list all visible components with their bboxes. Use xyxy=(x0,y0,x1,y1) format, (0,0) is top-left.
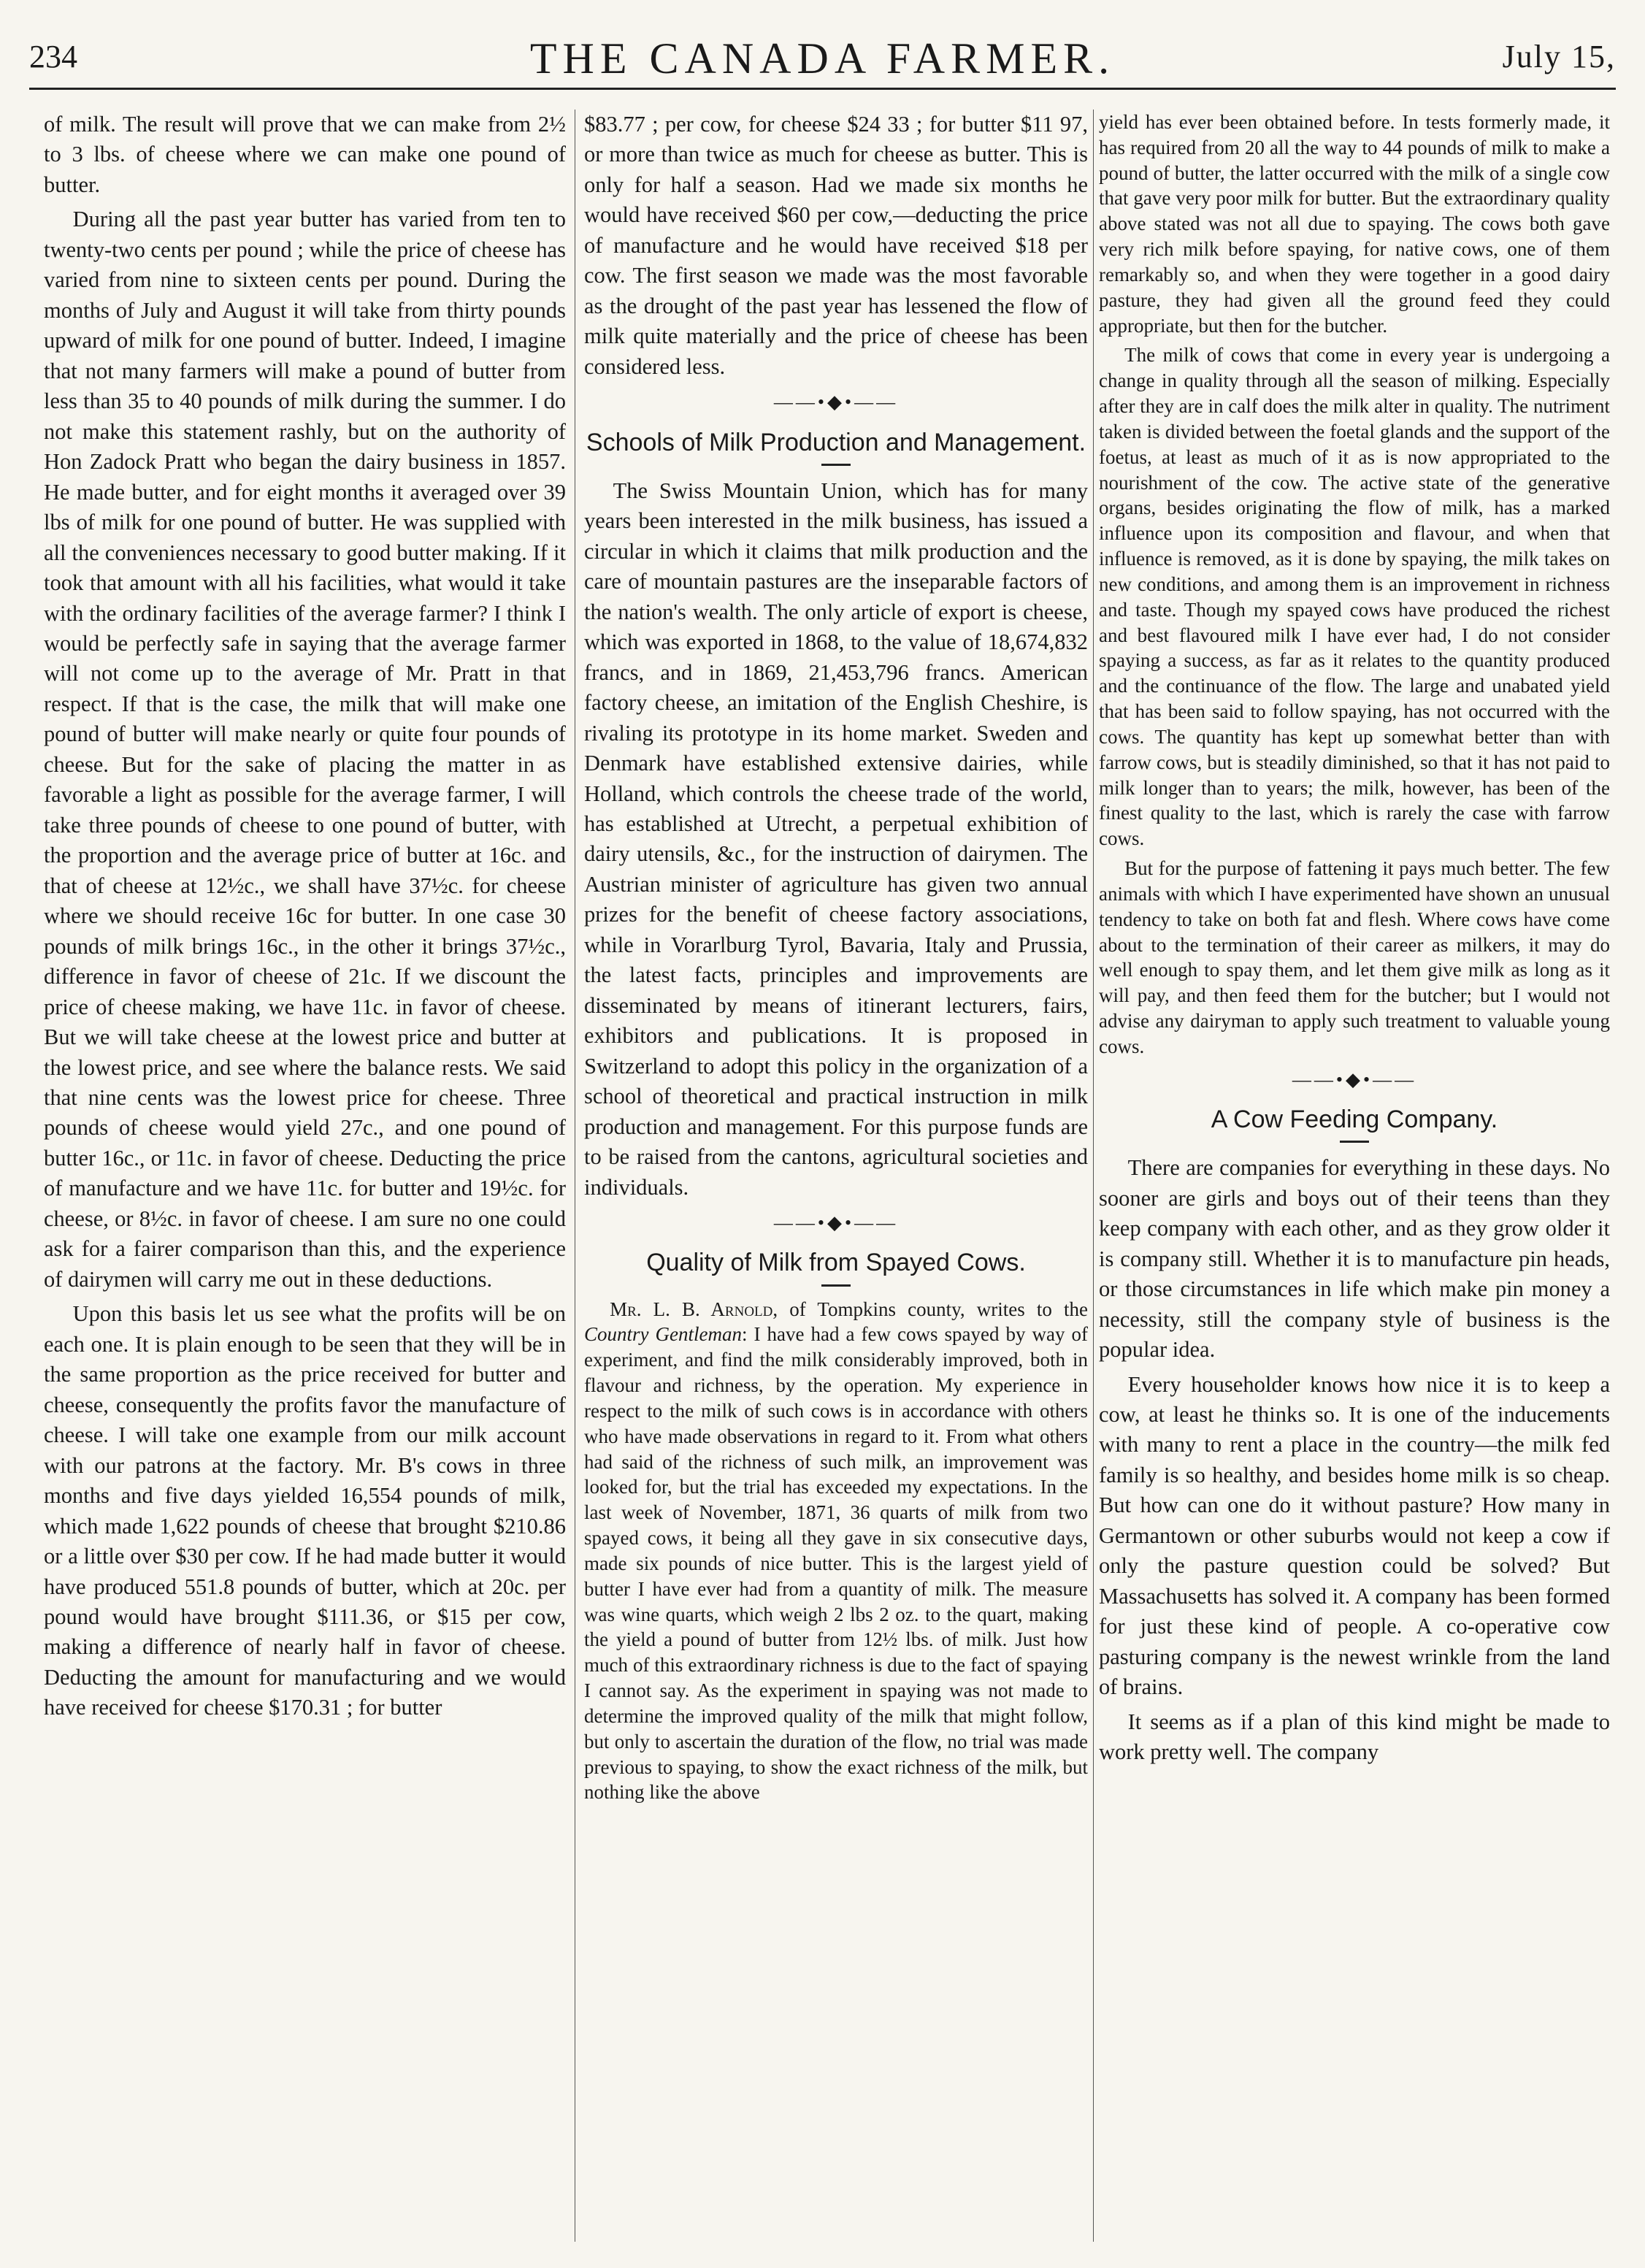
article-heading: Quality of Milk from Spayed Cows. xyxy=(646,1249,1026,1277)
article-paragraph: of milk. The result will prove that we can make from 2½ to 3 lbs. of cheese where we can make one pound of butter. xyxy=(44,112,566,197)
article-paragraph xyxy=(584,1297,1088,1806)
page-number: 234 xyxy=(29,39,77,74)
article-paragraph: The milk of cows that come in every year is undergoing a change in quality through all the season of milking. Especially after they are in calf does the milk alter in quality. The nutriment taken is divided between the foetal glands and the support of the foetus, at least as much of it as is now appropriated to the nourishment of the cow. The active state of the generative organs, besides originating the flow of milk, has a marked influence upon its composition and flavour, and when that influence is removed, as it is done by spaying, the milk takes on new conditions, and among them is an improvement in richness and taste. Though my spayed cows have produced the richest and best flavoured milk I have ever had, I do not consider spaying a success, as far as it relates to the quantity produced and the continuance of the flow. The large and unabated yield that has been said to follow spaying, has not occurred with the cows. The quantity has kept up somewhat better than with farrow cows, but is steadily diminished, so that it has not paid to milk longer than to years; the milk, however, has been of the finest quality to the last, which is rarely the case with farrow cows. xyxy=(1099,344,1610,850)
heading-rule xyxy=(1340,1141,1369,1143)
article-paragraph: Every householder knows how nice it is to keep a cow, at least he thinks so. It is one of the inducements with many to rent a place in the country—the milk fed family is so healthy, and besides home milk is so cheap. But how can one do it without pasture? How many in Germantown or other suburbs would not keep a cow if only the pasture question could be solved? But Massachusetts has solved it. A company has been formed for just these kind of people. A co-operative cow pasturing company is the newest wrinkle from the land of brains. xyxy=(1099,1371,1610,1700)
article-paragraph: During all the past year butter has varied from ten to twenty-two cents per pound ; while the price of cheese has varied from nine to sixteen cents per pound. During the months of July and August it will take from thirty pounds upward of milk for one pound of butter. Indeed, I imagine that not many farmers will make a pound of butter from less than 35 to 40 pounds of milk during the summer. I do not make this statement rashly, but on the authority of Hon Zadock Pratt who began the dairy business in 1857. He made butter, and for eight months it averaged over 39 lbs of milk for one pound of butter. He was supplied with all the conveniences necessary to good butter making. If it took that amount with all his facilities, what would it take with the ordinary facilities of the average farmer? I think I would be perfectly safe in saying that the average farmer will not come up to the average of Mr. Pratt in that respect. If that is the case, the milk that will make one pound of butter will make nearly or quite four pounds of cheese. But for the sake of placing the matter in as favorable a light as possible for the average farmer, I will take three pounds of cheese to one pound of butter, with the proportion and the average price of butter at 16c. and that of cheese at 12½c., we shall have 37½c. for cheese where we should receive 16c for butter. In one case 30 pounds of milk brings 16c., in the other it brings 37½c., difference in favor of cheese of 21c. If we discount the price of cheese making, we have 11c. in favor of cheese. But we will take cheese at the lowest price and butter at the lowest price, and see where the balance rests. We said that nine cents was the lowest price for cheese. Three pounds of cheese would yield 27c., and one pound of butter 16c., or 11c. in favor of cheese. Deducting the price of manufacture and we have 11c. for butter and 19½c. for cheese, or 8½c. in favor of cheese. I am sure no one could ask for a fairer comparison than this, and the experience of dairymen will carry me out in these deductions. xyxy=(44,207,566,1292)
text-run: of Tompkins county, writes to the xyxy=(778,1298,1088,1320)
section-ornament: ——•◆•—— xyxy=(1292,1068,1417,1090)
article-paragraph: But for the purpose of fattening it pays much better. The few animals with which I have experimented have shown an unusual tendency to take on both fat and flesh. Where cows have come about to the termination of their career as milkers, it may do well enough to spay them, and let them give milk as long as it will pay, and then feed them for the butcher; but I would not advise any dairyman to apply such treatment to valuable young cows. xyxy=(1099,857,1610,1057)
article-paragraph: $83.77 ; per cow, for cheese $24 33 ; for butter $11 97, or more than twice as much for cheese as butter. This is only for half a season. Had we made six months he would have received $60 per cow,—deducting the price of manufacture and he would have received $18 per cow. The first season we made was the most favorable as the drought of the past year has lessened the flow of milk quite materially and the price of cheese has been considered less. xyxy=(584,112,1088,379)
column-3 xyxy=(1099,110,1610,2242)
article-heading: Schools of Milk Production and Management. xyxy=(586,428,1086,456)
issue-date: July 15, xyxy=(1502,39,1616,74)
publication-title: Country Gentleman xyxy=(584,1323,742,1346)
article-paragraph: There are companies for everything in these days. No sooner are girls and boys out of their teens than they keep company with each other, and as they grow older it is company still. Whether it is to manufacture pin heads, or those circumstances in life which make pin money a necessity, still the company style of business is the popular idea. xyxy=(1099,1155,1610,1363)
article-paragraph: The Swiss Mountain Union, which has for many years been interested in the milk business, has issued a circular in which it claims that milk production and the care of mountain pastures are the inseparable factors of the nation's wealth. The only article of export is cheese, which was exported in 1868, to the value of 18,674,832 francs, and in 1869, 21,453,796 francs. American factory cheese, an imitation of the English Cheshire, is rivaling its prototype in its home market. Sweden and Denmark have established extensive dairies, while Holland, which controls the cheese trade of the world, has established at Utrecht, a perpetual exhibition of dairy utensils, &c., for the instruction of dairymen. The Austrian minister of agriculture has given two annual prizes for the benefit of cheese factory associations, while in Vorarlburg Tyrol, Bavaria, Italy and Prussia, the latest facts, principles and improvements are disseminated by means of itinerant lecturers, fairs, exhibitors and publications. It is proposed in Switzerland to adopt this policy in the organization of a school of theoretical and practical instruction in milk production and management. For this purpose funds are to be raised from the cantons, agricultural societies and individuals. xyxy=(584,478,1088,1200)
author-name: Mr. L. B. Arnold, xyxy=(610,1298,778,1320)
column-2 xyxy=(584,110,1088,2242)
section-ornament: ——•◆•—— xyxy=(773,391,899,413)
column-1 xyxy=(44,110,566,2242)
article-paragraph: Upon this basis let us see what the profits will be on each one. It is plain enough to be seen that they will be in the same proportion as the price received for butter and cheese, consequently the profits favor the manufacture of cheese. I will take one example from our milk account with our patrons at the factory. Mr. B's cows in three months and five days yielded 16,554 pounds of milk, which made 1,622 pounds of cheese that brought $210.86 or a little over $30 per cow. If he had made butter it would have produced 551.8 pounds of butter, which at 20c. per pound would have brought $111.36, or $15 per cow, making a difference of nearly half in favor of cheese. Deducting the amount for manufacturing and we would have received for cheese $170.31 ; for butter xyxy=(44,1301,566,1720)
article-heading: A Cow Feeding Company. xyxy=(1211,1106,1498,1133)
section-ornament: ——•◆•—— xyxy=(773,1212,899,1234)
text-run: : I have had a few cows spayed by way of experiment, and find the milk considerably improved, both in flavour and richness, by the operation. My experience in respect to the milk of such cows is in accordance with others who have made observations in regard to it. From what others had said of the richness of such milk, an improvement was looked for, but the trial has exceeded my expectations. In the last week of November, 1871, 36 quarts of milk from two spayed cows, it being all they gave in six consecutive days, made six pounds of nice butter. This is the largest yield of butter I have ever had from a quantity of milk. The measure was wine quarts, which weigh 2 lbs 2 oz. to the quart, making the yield a pound of butter from 12½ lbs. of milk. Just how much of this extraordinary richness is due to the fact of spaying I cannot say. As the experiment in spaying was not made to determine the improved quality of the milk that might follow, but only to ascertain the duration of the flow, no trial was made previous to spaying, to show the exact richness of the milk, but nothing like the above xyxy=(584,1323,1088,1804)
heading-rule xyxy=(821,1284,851,1287)
article-paragraph: It seems as if a plan of this kind might be made to work pretty well. The company xyxy=(1099,1709,1610,1765)
page-header xyxy=(29,29,1616,90)
heading-rule xyxy=(821,464,851,466)
article-paragraph: yield has ever been obtained before. In tests formerly made, it has required from 20 all the way to 44 pounds of milk to make a pound of butter, the latter occurred with the milk of a single cow that gave very poor milk for butter. But the extraordinary quality above stated was not all due to spaying. The cows both gave very rich milk before spaying, for native cows, one of them remarkably so, and when they were together in a good dairy pasture, they had given all the ground feed they could appropriate, but then for the butcher. xyxy=(1099,111,1610,337)
column-rule xyxy=(1093,110,1094,2242)
masthead-title: THE CANADA FARMER. xyxy=(529,34,1116,83)
